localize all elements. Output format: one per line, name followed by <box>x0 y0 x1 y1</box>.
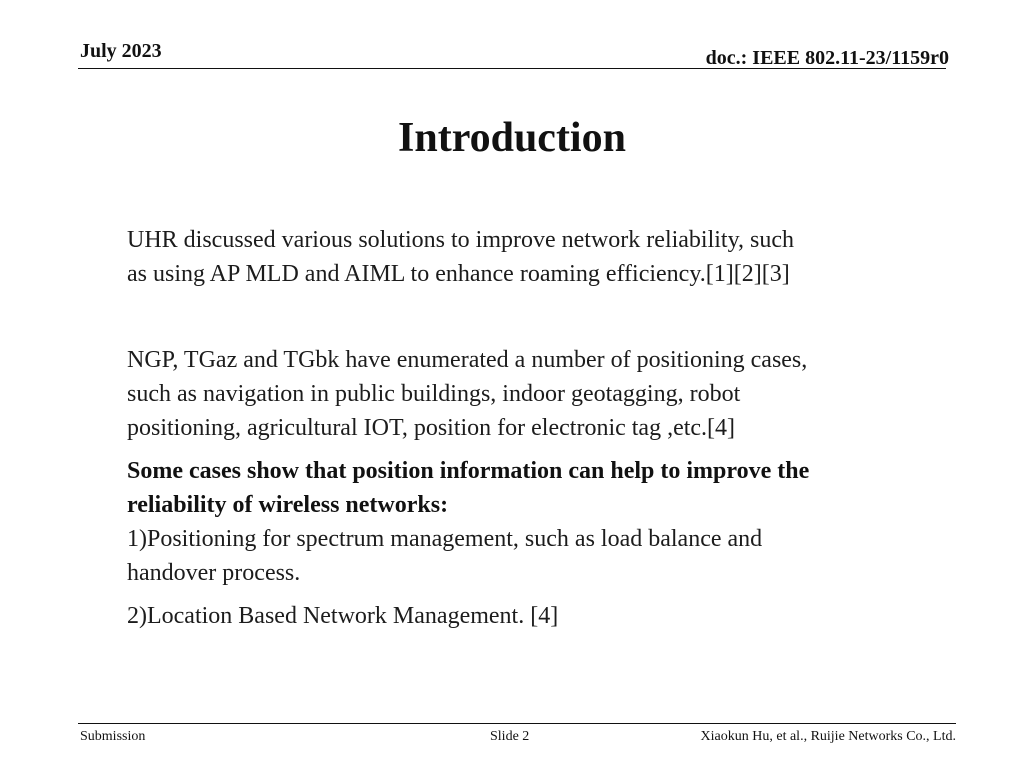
slide-title: Introduction <box>398 115 626 161</box>
text-line: as using AP MLD and AIML to enhance roaming efficiency.[1][2][3] <box>127 261 790 287</box>
paragraph-location-management <box>127 599 957 633</box>
text-line: UHR discussed various solutions to improve network reliability, such <box>127 227 795 253</box>
footer-authors: Xiaokun Hu, et al., Ruijie Networks Co., Ltd. <box>700 729 956 744</box>
paragraph-position-reliability <box>127 454 957 590</box>
header-divider <box>78 68 946 69</box>
text-line: 2)Location Based Network Management. [4] <box>127 603 559 629</box>
footer-divider <box>78 723 956 724</box>
bold-text-line: reliability of wireless networks: <box>127 492 449 518</box>
footer-slide-number: Slide 2 <box>490 729 530 744</box>
text-line: positioning, agricultural IOT, position for electronic tag ,etc.[4] <box>127 415 736 441</box>
header-doc-id: doc.: IEEE 802.11-23/1159r0 <box>705 47 949 69</box>
footer-submission: Submission <box>80 729 146 744</box>
bold-text-line: Some cases show that position information can help to improve the <box>127 458 810 484</box>
text-line: NGP, TGaz and TGbk have enumerated a number of positioning cases, <box>127 347 808 373</box>
paragraph-uhr-reliability <box>127 223 957 291</box>
text-line: handover process. <box>127 560 301 586</box>
text-line: such as navigation in public buildings, indoor geotagging, robot <box>127 381 741 407</box>
paragraph-positioning-cases <box>127 343 957 445</box>
header-date: July 2023 <box>80 40 162 62</box>
text-line: 1)Positioning for spectrum management, such as load balance and <box>127 526 763 552</box>
